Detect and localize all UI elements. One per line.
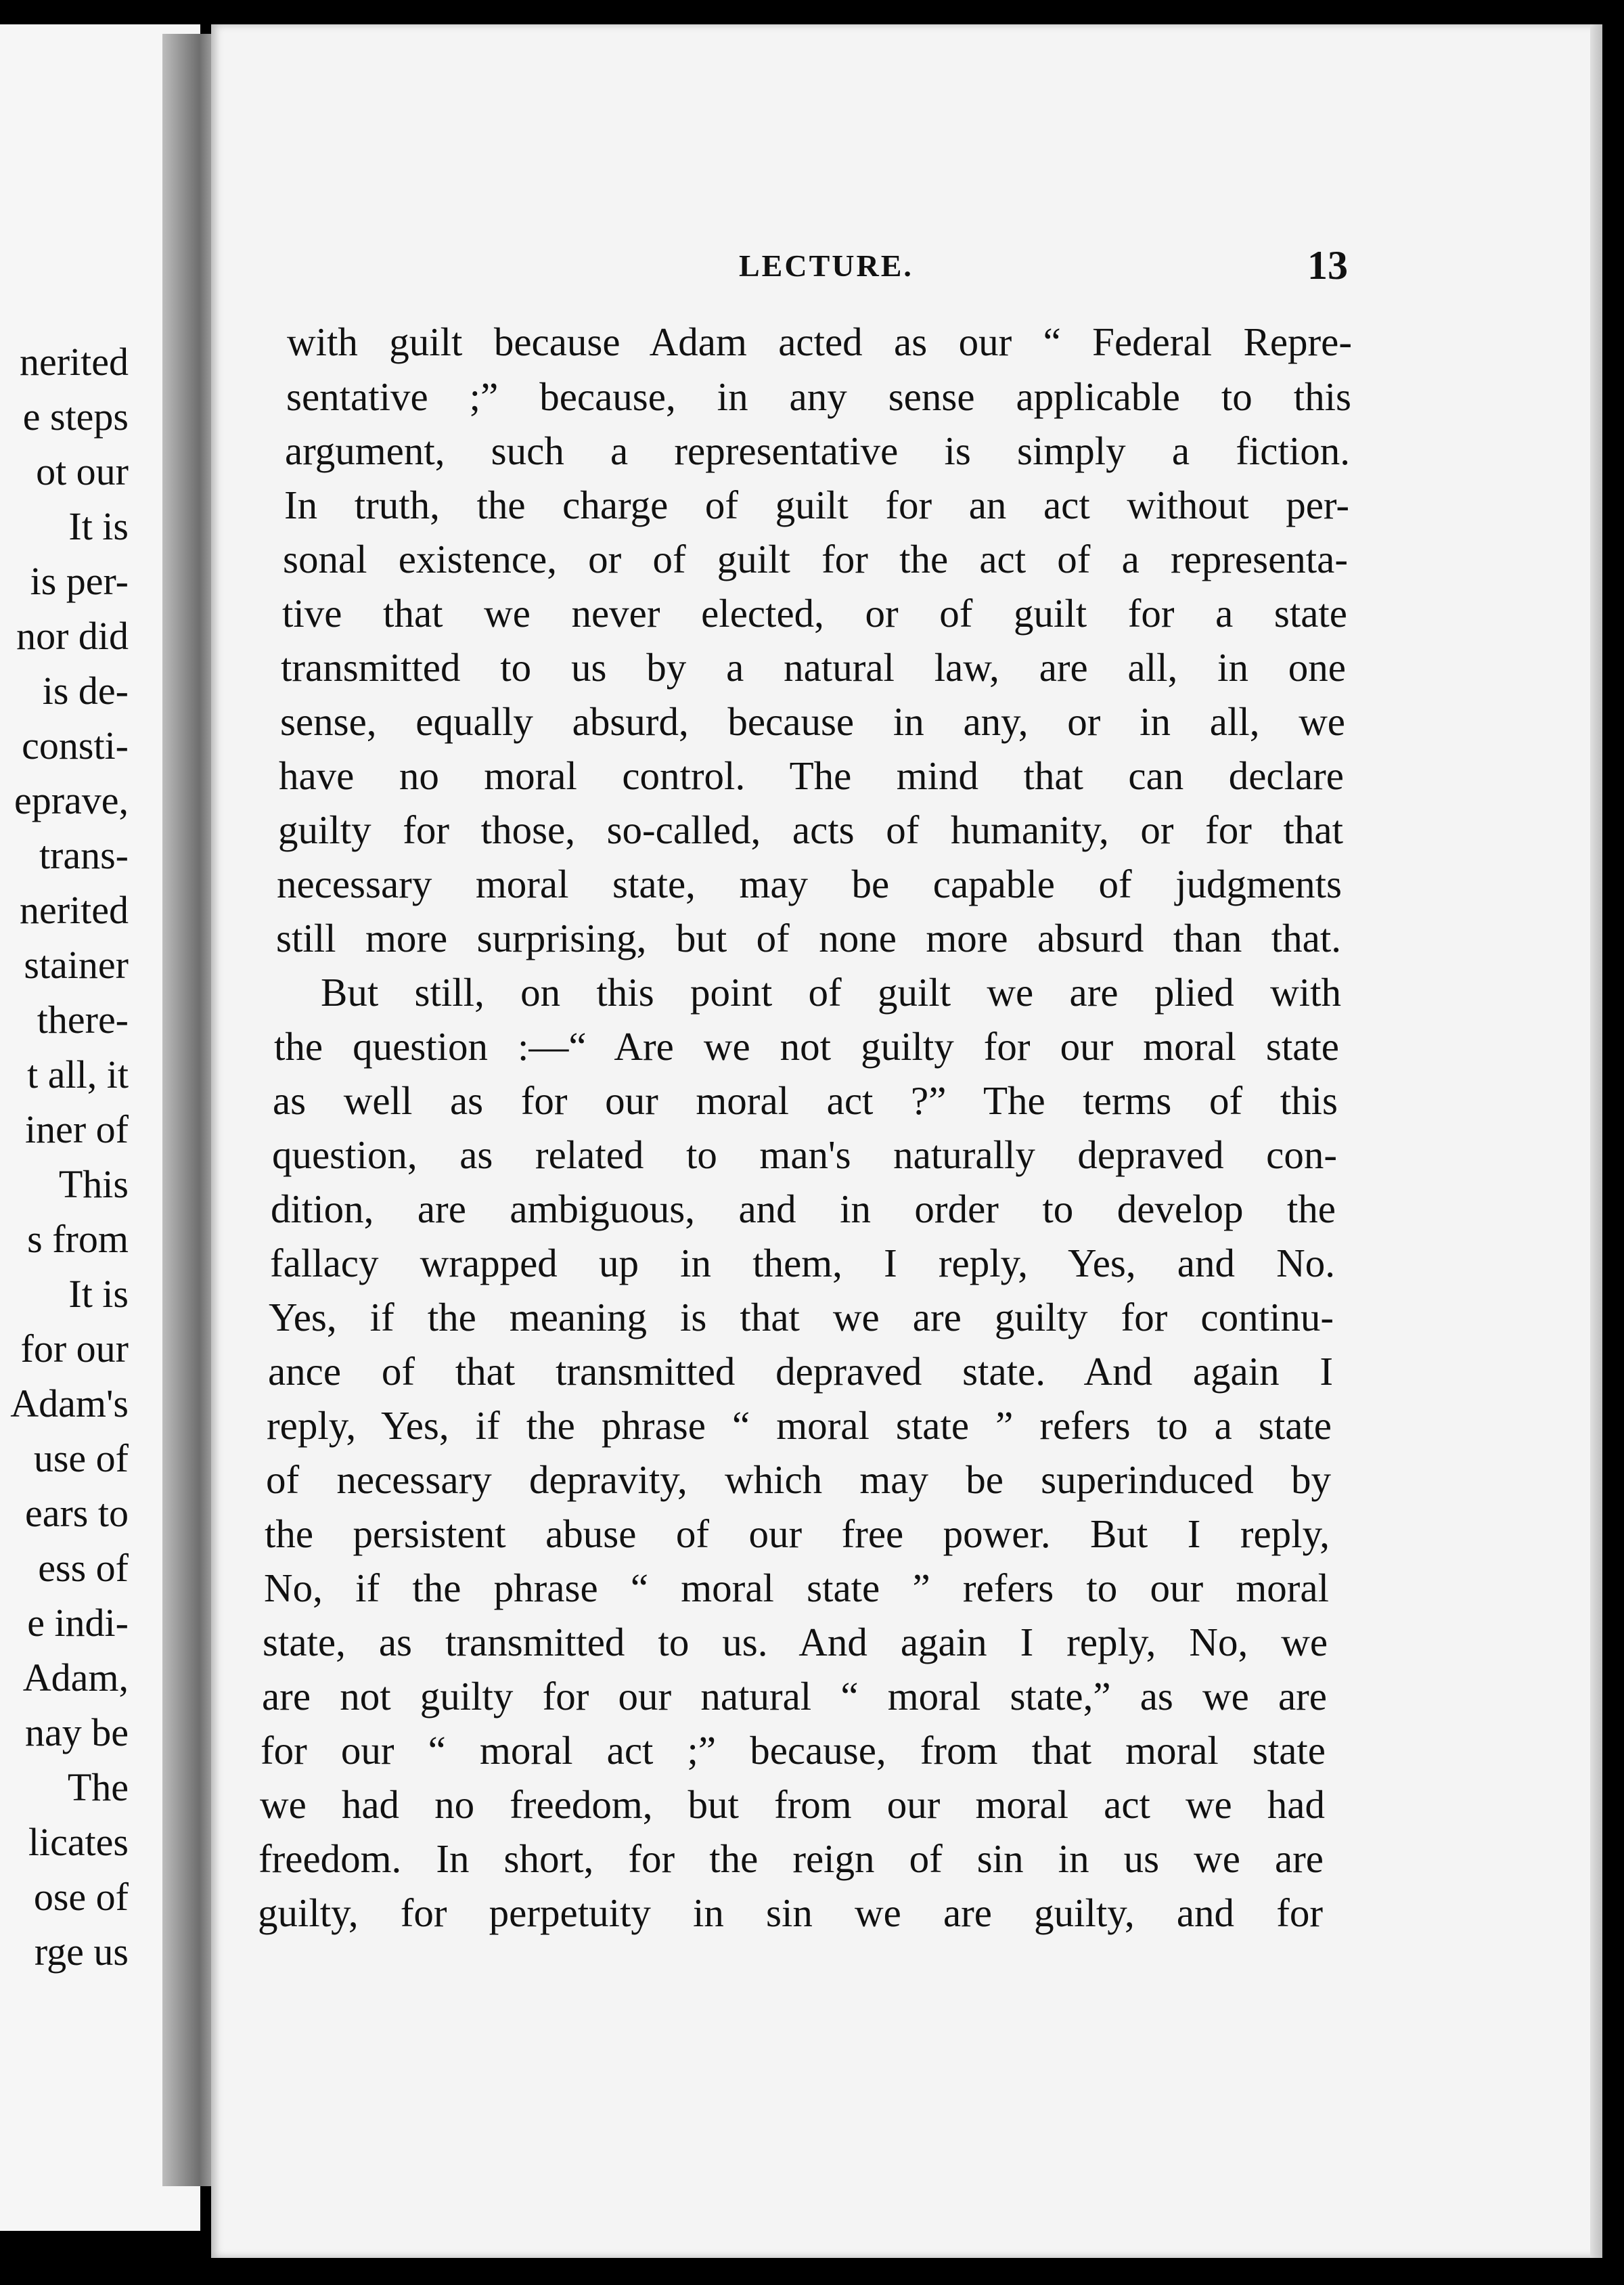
left-page-line: there- xyxy=(37,998,129,1042)
body-text-line: sonal existence, or of guilt for the act of a representa- xyxy=(283,537,1348,581)
left-page-line: ess of xyxy=(38,1546,129,1590)
body-text-line: question, as related to man's naturally depraved con- xyxy=(272,1132,1337,1177)
body-text-line: have no moral control. The mind that can declare xyxy=(279,753,1344,798)
body-text-line: ance of that transmitted depraved state. And again I xyxy=(268,1349,1333,1394)
left-page-line: licates xyxy=(28,1820,129,1864)
body-text-line: we had no freedom, but from our moral act we had xyxy=(260,1782,1325,1827)
body-text-line: Yes, if the meaning is that we are guilty for continu- xyxy=(269,1295,1334,1339)
left-page-line: nay be xyxy=(25,1710,129,1754)
left-page-line: trans- xyxy=(39,833,129,877)
left-page-line: Adam, xyxy=(22,1656,129,1700)
left-page-line: e indi- xyxy=(27,1601,129,1645)
body-text-line: argument, such a representative is simply a fiction. xyxy=(285,428,1350,473)
body-text-line: sense, equally absurd, because in any, or in all, we xyxy=(280,699,1345,744)
left-page-line: ot our xyxy=(36,449,129,493)
body-text-line: of necessary depravity, which may be superinduced by xyxy=(266,1457,1331,1502)
left-page-line: ose of xyxy=(33,1875,129,1919)
left-page-line: nor did xyxy=(16,614,129,658)
body-text-line: But still, on this point of guilt we are plied with xyxy=(321,970,1341,1015)
body-text-line: fallacy wrapped up in them, I reply, Yes, and No. xyxy=(270,1241,1335,1285)
left-page-line: stainer xyxy=(24,943,129,987)
page-number: 13 xyxy=(1307,243,1348,288)
body-text-line: necessary moral state, may be capable of judgments xyxy=(277,862,1342,906)
body-text-line: the question :—“ Are we not guilty for our moral state xyxy=(274,1024,1339,1069)
left-page-line: Adam's xyxy=(10,1381,129,1425)
body-text-line: for our “ moral act ;” because, from that moral state xyxy=(261,1728,1326,1773)
body-text-line: still more surprising, but of none more absurd than that. xyxy=(276,916,1341,960)
body-text-line: with guilt because Adam acted as our “ Federal Repre- xyxy=(287,319,1352,364)
body-text-line: transmitted to us by a natural law, are all, in one xyxy=(281,645,1346,690)
page-right xyxy=(211,24,1602,2258)
left-page-line: e steps xyxy=(22,395,129,439)
left-page-line: is per- xyxy=(30,559,129,603)
left-page-line: ears to xyxy=(25,1491,129,1535)
body-text-line: state, as transmitted to us. And again I reply, No, we xyxy=(263,1620,1328,1664)
body-text-line: reply, Yes, if the phrase “ moral state ” refers to a state xyxy=(267,1403,1332,1448)
left-page-line: nerited xyxy=(19,340,129,384)
body-text-line: guilty for those, so-called, acts of humanity, or for that xyxy=(278,807,1343,852)
running-head: LECTURE. xyxy=(739,248,914,283)
body-text-line: freedom. In short, for the reign of sin in us we are xyxy=(258,1836,1324,1881)
page-edge xyxy=(1590,24,1602,2258)
body-text-line: dition, are ambiguous, and in order to develop the xyxy=(271,1186,1336,1231)
body-text-line: are not guilty for our natural “ moral state,” as we are xyxy=(262,1674,1327,1718)
body-text-line: guilty, for perpetuity in sin we are guilty, and for xyxy=(258,1890,1323,1935)
left-page-line: eprave, xyxy=(14,778,129,822)
left-page-line: It is xyxy=(68,504,129,548)
left-page-line: s from xyxy=(27,1217,129,1261)
left-page-line: This xyxy=(58,1162,129,1206)
left-page-line: consti- xyxy=(22,724,129,768)
left-page-line: for our xyxy=(20,1327,129,1371)
left-page-line: The xyxy=(67,1765,129,1809)
body-text-line: No, if the phrase “ moral state ” refers to our moral xyxy=(264,1566,1329,1610)
left-page-line: nerited xyxy=(19,888,129,932)
book-gutter-shadow xyxy=(162,34,215,2186)
body-text-line: In truth, the charge of guilt for an act without per- xyxy=(284,483,1349,527)
left-page-line: is de- xyxy=(42,669,129,713)
left-page-line: iner of xyxy=(25,1107,129,1151)
body-text-line: as well as for our moral act ?” The terms of this xyxy=(273,1078,1338,1123)
body-text-line: the persistent abuse of our free power. But I reply, xyxy=(265,1511,1330,1556)
left-page-line: t all, it xyxy=(27,1052,129,1096)
body-text-line: sentative ;” because, in any sense applicable to this xyxy=(286,374,1351,419)
left-page-line: rge us xyxy=(34,1930,129,1974)
body-text-line: tive that we never elected, or of guilt for a state xyxy=(282,591,1347,636)
left-page-line: use of xyxy=(33,1436,129,1480)
left-page-line: It is xyxy=(68,1272,129,1316)
